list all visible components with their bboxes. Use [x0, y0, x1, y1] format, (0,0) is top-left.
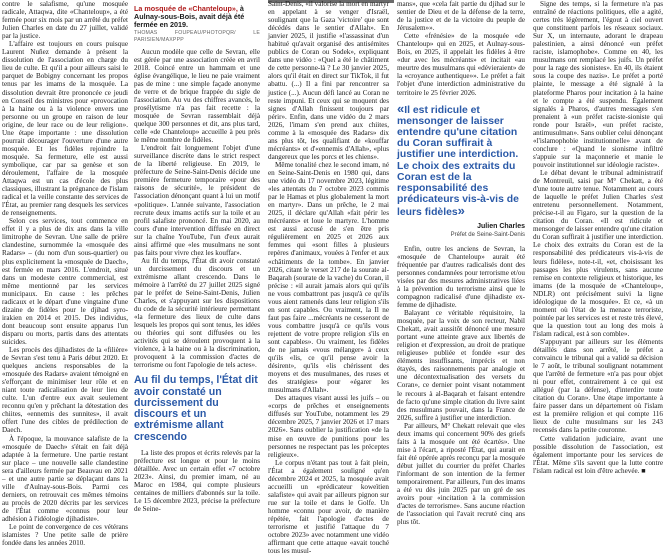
article-column-1	[2, 0, 128, 548]
article-column-4	[397, 0, 525, 544]
pull-quote-body: Il est ridicule et mensonger de laisser entendre qu'une citation du Coran suffirait à justifier une interdiction. Le choix des extraits du Coran est de la responsabilité des prédicateurs vis-à-vis de leurs fidèles	[397, 104, 519, 219]
paragraph: Aucun modèle que celle de Sevran, elle est gérée par une association créée en avril 2018. Coincé entre un hammam et une église évangélique, le lieu ne paie vraiment pas de mine : une simple façade anonyme de verre et de brique frappée du sigle de l'association. Au vu des chiffres avancés, le prosélytisme n'a pas fait recette : la mosquée de Sevran rassemblait déjà quelque 300 personnes et dit, ans plus tard, celle «de Chanteloup» accueille à peu près le même nombre de fidèles.	[134, 47, 260, 145]
paragraph: S'appuyant par ailleurs sur les éléments détaillés dans son arrêté, le préfet a convaincu le tribunal qui a validé sa décision le 7 août, le tribunal soulignant notamment que l'arrêté de fermeture «n'a pas pour objet ni pour effet, contrairement à ce qui est allégué (par la défense), d'interdire toute citation du Coran». Une étape importante à faire passer dans un département où l'islam est la première religion et qui compte 116 lieux de culte musulmans sur les 243 recensés dans la petite couronne.	[533, 337, 663, 435]
paragraph: Même tonalité chez le second imam, né en Seine-Saint-Denis en 1980 qui, dans une vidéo du 17 novembre 2023, légitime «les attentats du 7 octobre 2023 commis par le Hamas et plus globalement la mort en martyr». Dans un prêche, le 2 mai 2025, il déclare qu'Allah «fait périr les mécréants» et loue le martyre. L'homme est aussi accusé de s'en être pris régulièrement en 2025 et 2026 aux femmes qui «sont filles à plusieurs repères d'animaux, vouées à l'enfer et aux «châtiments de la tombe». En janvier 2026, citant le verset 217 de la sourate al-Baqarah (sourate de la vache) du Coran, il précise : «il aurait jamais alors qui qu'ils ne vous combattront pas jusqu'à ce qu'ils vous aient ramenés dans leur religion s'ils en sont capables. Ou vraiment, la Il ne faut pas faire ...mécréants ne cesseront de vous combattre jusqu'à ce qu'ils vous rejettent de votre propre religion s'ils en sont capables». Ou vraiment, les fidèles de ne jamais «vous mélanger» à ceux qu'ils «lis, ce qu'il pense avoir la désirent», qu'ils «lis chérissent des moyens et des musulmanes, des ruses et des stratégies» pour «égarer les musulmans d'Allah».	[268, 160, 389, 395]
caption-highlight: La mosquée de «Chanteloup»,	[134, 4, 238, 13]
paragraph: L'endroit fait longuement l'objet d'une surveillance discrète dans le strict respect de la liberté religieuse. En 2019, le préfecture de Seine-Saint-Denis décide une première fermeture temporaire «pour des raisons de sécurité», le président de l'association dénonçant quant à lui un motif «politique». L'année suivante, l'association recrute deux imams actifs sur la toile et au profil salafiste prononcé. En mai 2020, au cours d'une intervention diffusée en direct sur la chaîne YouTube, l'un d'eux aurait ainsi affirmé que «les musulmans ne sont pas faits pour vivre chez les kouffar».	[134, 144, 260, 257]
paragraph: Des attaques visant aussi les juifs – ou «corps de prêches et enseignements diffusés sur YouTube, notamment les 29 décembre 2025, 7 janvier 2026 et 17 mars 2026». Sans oublier la justification «de la mise en œuvre de punitions pour les personnes ne respectant pas les préceptes religieux».	[268, 394, 389, 459]
paragraph: contre le salafisme, qu'une mosquée radicale, Attaqwa, dite «Chanteloup», a été fermée pour six mois par un arrêté du préfet Julien Charles en date du 27 juillet, validé par la justice.	[2, 0, 128, 41]
article-column-5	[533, 0, 663, 544]
paragraph: Les procès des djihadistes de la «filière» de Sevran s'est tenu à Paris début 2020. Et quelques anciens responsables de la «mosquée des Radars» avaient témoigné en s'efforçant de minimiser leur rôle et en niant toute radicalisation de leur lieu de culte. L'un d'entre eux avait seulement reconnu qu'en y prêchant la détestation des chiites, «ennemis des sunnites», il avait offert l'une des cibles de prédilection de Daech.	[2, 346, 128, 435]
pull-quote	[397, 100, 525, 239]
photo-caption	[134, 5, 260, 30]
paragraph: La liste des propos et écrits relevés par la préfecture est longue et pour le moins détaillée. Avec un certain effet «7 octobre 2023». Ainsi, du premier imam, né au Maroc en 1984, qui compte plusieurs centaines de milliers d'abonnés sur la toile. Le 15 décembre 2023, précise la préfecture de Seine-	[134, 448, 260, 514]
paragraph: Le point de convergence de ces vétérans islamistes ? Une petite salle de prière fondée dans les années 2010.	[2, 523, 128, 548]
paragraph: Enfin, outre les anciens de Sevran, la «mosquée de Chanteloup» aurait été fréquentée par d'autres radicalisés dont des personnes condamnées pour terrorisme et/ou visées par des mesures administratives liées à la prévention du terrorisme ainsi que le compagnon radicalisé d'une djihadiste ex-femme de djihadiste.	[397, 244, 525, 310]
photo-credit: THOMAS FOUPEAU/PHOTOPQR/ LE PARISIEN/MAXPPP	[134, 29, 260, 43]
paragraph: À l'époque, la mouvance salafiste de la «mosquée de Daech» s'était en fait déjà adaptée à la fermeture. Une partie restant sur place – une nouvelle salle clandestine sera d'ailleurs fermée par Beauvau en 2021 – et une autre partie se déplaçant dans la ville d'Aulnay-sous-Bois. Parmi ces derniers, on retrouvait ces mêmes témoins au procès de 2020 décrits par les services de l'État comme «connus pour leur adhésion à l'idéologie djihadiste».	[2, 434, 128, 523]
paragraph: Au fil du temps, l'État dit avoir constaté un durcissement du discours et un extrémisme allant crescendo. Dans le mémoire à l'arrêté du 27 juillet 2025 signé par le préfet de Seine-Saint-Denis, Julien Charles, et s'appuyant sur les dispositions du code de la sécurité intérieure permettant «la fermeture des lieux de culte dans lesquels les propos qui sont tenus, les idées ou théories qui sont diffusées ou les activités qui se déroulent provoquent à la violence, à la haine ou à la discrimination, provoquent à la commission d'actes de terrorisme ou font l'apologie de tels actes».	[134, 256, 260, 370]
article-column-2	[134, 0, 260, 544]
pull-quote-author: Julien Charles	[477, 222, 525, 230]
paragraph: Signe des temps, si la fermeture n'a pas entraîné de réactions politiques, elle a agité, certes très légèrement, l'égout à ciel ouvert que constituent parfois les réseaux sociaux. Sur X, un internaute, adorant le drapeau palestinien, a ainsi dénoncé «un préfet raciste, islamophobe». Comme en 40, les musulmans ont remplacé les juifs. Un préfet pour la rage des sionistes». En 40, ils étaient sous la coupe des nazis». Le préfet a porté plainte, le message a été signalé à la plateforme Pharos pour incitation à la haine et le compte a été suspendu. Également signalés à Pharos, d'autres messages s'en prenaient à «un préfet raciste-sioniste qui ronde pour Israël», «un préfet raciste, antimusulman». Sans oublier celui dénonçant «l'islamophobie institutionnelle» avant de conclure : «Quand le sionisme infiltré s'appuie sur la maçonnerie et manie le pouvoir institutionnel sur idéologie raciste».	[533, 0, 663, 169]
quote-open-icon: «	[397, 100, 405, 116]
paragraph: mans», que «cela fait partie du djihad sur le sentier de Dieu et de la défense de la terre, de la justice et de la victoire du peuple de Jérusalem»».	[397, 0, 525, 33]
quote-close-icon: »	[457, 203, 465, 219]
paragraph: Le corpus n'étant pas tout à fait plein, l'État a également souligné qu'en décembre 2024 et 2025, la mosquée avait accueilli un «prédicateur koweïtien salafiste» qui avait par ailleurs pignon sur rue sur la toile et dans le Golfe. Un homme «connu pour avoir, de manière répétée, fait l'apologie d'actes de terrorisme et justifié l'attaque du 7 octobre 2023» avec notamment une vidéo affirmant que cette attaque «avait touché tous les musul-	[268, 458, 389, 555]
paragraph: Par ailleurs, M° Chekatt relevait que «les deux imams qui concernent 90% des griefs faits à la mosquée ont été écartés». Une mise à l'écart, a riposté l'État, qui aurait en fait été opérée après reconçu par la mosquée début juillet du courrier du préfet Charles l'informant de son intention de la fermer temporairement. Par ailleurs, l'un des imams a été vu dès juin 2025 par un gré de ses avoirs pour «incitation à la commission d'actes de terrorisme». Sans aucune réaction de l'association qui l'avait recruté cinq ans plus tôt.	[397, 421, 525, 527]
paragraph: L'affaire est toujours en cours puisque Laurent Nuñez demande à présent la dissolution de l'association en charge du lieu de culte. Et qu'il a pour ailleurs saisi le parquet de Bobigny concernant les propos tenus par les imams de la mosquée. La dissolution devrait être prononcée ce jeudi en Conseil des ministres pour «provocation à la haine ou à la violence envers une personne ou un groupe en raison de leur origine, de leur race ou de leur religion». Une étape importante : une dissolution pourrait décourager l'ouverture d'une autre mosquée. Et les fidèles rejoindre la mosquée. Sa fermeture, elle est aussi symbolique, car par sa genèse et son déroulement, l'affaire de la mosquée Attaqwa est un cas d'école des plus classiques, illustrant la prégnance de l'islam radical et la veille constante des services de l'État, au premier rang desquels les services de renseignements.	[2, 40, 128, 218]
subheading: Au fil du temps, l'État dit avoir constaté un durcissement du discours et un extrémisme allant crescendo	[134, 374, 258, 443]
paragraph: Balayant ce véritable réquisitoire, la mosquée, par la voix de son recteur, Nabil Chekatt, avait aussitôt dénoncé une mesure portant «une atteinte grave aux libertés de religion et d'expression, au droit de pratique religieuse» publiée et fondée «sur des éléments insuffisants, imprécis et non étayés, des raisonnements par analogie et une décontextualisation des versets du Coran», ce dernier point visant notamment le recours à al-Baqarah et faisant entendre de facto qu'une simple citation du livre saint des musulmans pouvait, dans la France de 2026, suffire à justifier une interdiction.	[397, 309, 525, 422]
paragraph: Saint-Denis, «il valorise la mort en martyr en appelant à se venger d'Israël, soulignant que la Gaza 'victoire' que sont décédés dans le sentier d'Allah». En janvier 2025, il justifie «l'assassinat d'un habitué qu'avait organisé des antisémites publics de Coran ou Sodek», expliquant dans une vidéo : «Quel a été le châtiment de cette personne-là ? Le 30 janvier 2025, alors qu'il était en direct sur TikTok, il fut abattu. (...) Il a fini par rencontrer sa justice (...). Aucun défi lancé au Coran ne reste impuni. Et ceux qui se moquent des signes d'Allah finissent toujours par périr». Enfin, dans une vidéo du 2 mars 2026, l'imam s'en prend aux chiites, comme à la «mosquée des Radars» dix ans plus tôt, les qualifiant de «kouffar mécréants» et d'«ennemis d'Allah», «plus dangereux que les porcs et les chiens».	[268, 0, 389, 161]
paragraph: Cette «frénésie» de la mosquée «de Chanteloup» qui en 2025, et Aulnay-sous-Bois, en 2025, il appelait les fidèles à être «dur avec les mécréants» et incitait «au meurtre des musulmans qui «dévieraient» de la «croyance authentique»». Le préfet a fait l'objet d'une interdiction administrative du territoire le 25 février 2026.	[397, 32, 525, 97]
paragraph: Cette validation judiciaire, avant une possible dissolution de l'association, est également importante pour les services de l'État. Même s'ils savent que la lutte contre l'islam radical est loin d'être achevée. ■	[533, 434, 663, 475]
pull-quote-role: Préfet de Seine-Saint-Denis	[450, 231, 525, 238]
pull-quote-text	[397, 100, 525, 219]
paragraph: Selon ces services, tout commence en effet il y a plus de dix ans dans la ville limitrophe de Sevran. Une salle de prière clandestine, surnommée la «mosquée des Radars» – (du nom d'un sous-quartier) ou plus explicitement la «mosquée de Daech», est fermée en mars 2016. L'endroit, situé dans un modeste centre commercial, est même mentionné par les services municipaux. En cause : les prêches radicaux et le départ d'une vingtaine d'une dizaine de fidèles pour le djihad syro-irakien en 2014 et 2015. Des individus, dont beaucoup sont ensuite apparus l'un disparu ou morts, partis dans des attentats suicides.	[2, 217, 128, 346]
article-column-3	[268, 0, 389, 555]
caption-rest: à Aulnay-sous-Bois, avait déjà été fermée en 2019.	[134, 4, 245, 30]
paragraph: Le débat devant le tribunal administratif de Montreuil, saisi par M° Chekatt, a été d'une toute autre tenue. Notamment au cours de laquelle le préfet Julien Charles s'est entretenu personnellement. Notamment, précise-t-il au Figaro, sur la question de la citation du Coran. «Il est ridicule et mensonger de laisser entendre qu'une citation du Coran suffirait à justifier une interdiction. Le choix des extraits du Coran est de la responsabilité des prédicateurs vis-à-vis de leurs fidèles», note-t-il, «et, choisissant les passages les plus virulents, sans aucune remise en contexte religieux et historique, les imams (de la mosquée de «Chanteloup», NDLR) ont précisément suivi la ligne idéologique de la mosquée». Et ce, «à un moment où l'état de la menace terroriste, pointée par les services est et reste très élevé, que la question tout au long des mois à l'islam radical, est à son comble».	[533, 168, 663, 338]
